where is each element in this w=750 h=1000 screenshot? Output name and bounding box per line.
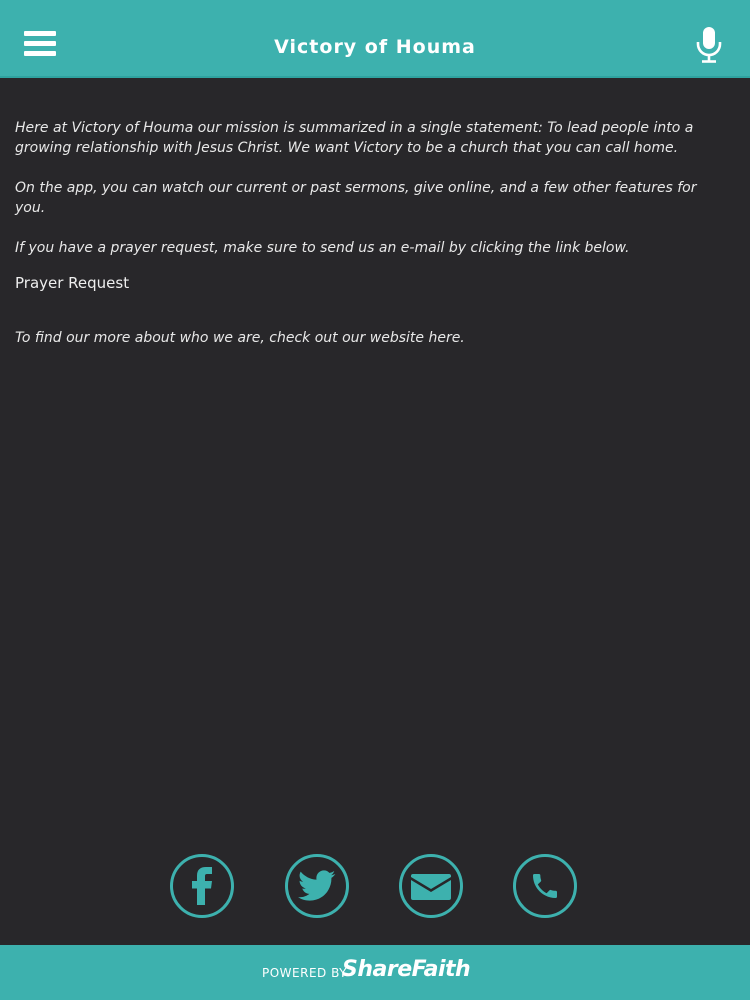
- top-bar: [0, 0, 750, 78]
- powered-by-label: POWERED BY: [262, 966, 348, 980]
- website-paragraph: [15, 328, 715, 348]
- twitter-button[interactable]: [285, 854, 349, 918]
- about-content: [15, 118, 715, 368]
- sharefaith-logo[interactable]: ShareFaith: [342, 957, 471, 982]
- facebook-icon: [190, 867, 214, 905]
- page-title: Victory of Houma: [274, 36, 476, 58]
- facebook-button[interactable]: [170, 854, 234, 918]
- microphone-icon: [694, 26, 724, 64]
- website-link[interactable]: here.: [428, 330, 465, 346]
- mission-paragraph: Here at Victory of Houma our mission is summarized in a single statement: To lead people into a growing relationship with Jesus Christ. We want Victory to be a church that you can call home.: [15, 120, 694, 156]
- prayer-intro-paragraph: If you have a prayer request, make sure to send us an e-mail by clicking the link below.: [15, 240, 630, 256]
- envelope-icon: [411, 871, 451, 901]
- prayer-request-link[interactable]: Prayer Request: [15, 274, 130, 292]
- phone-icon: [529, 870, 561, 902]
- social-buttons: [170, 854, 580, 922]
- app-features-paragraph: On the app, you can watch our current or past sermons, give online, and a few other features for you.: [15, 180, 697, 216]
- email-button[interactable]: [399, 854, 463, 918]
- twitter-icon: [298, 870, 336, 902]
- phone-button[interactable]: [513, 854, 577, 918]
- website-text: To find our more about who we are, check out our website: [15, 330, 429, 346]
- footer-bar: [0, 945, 750, 1000]
- microphone-button[interactable]: [694, 26, 724, 64]
